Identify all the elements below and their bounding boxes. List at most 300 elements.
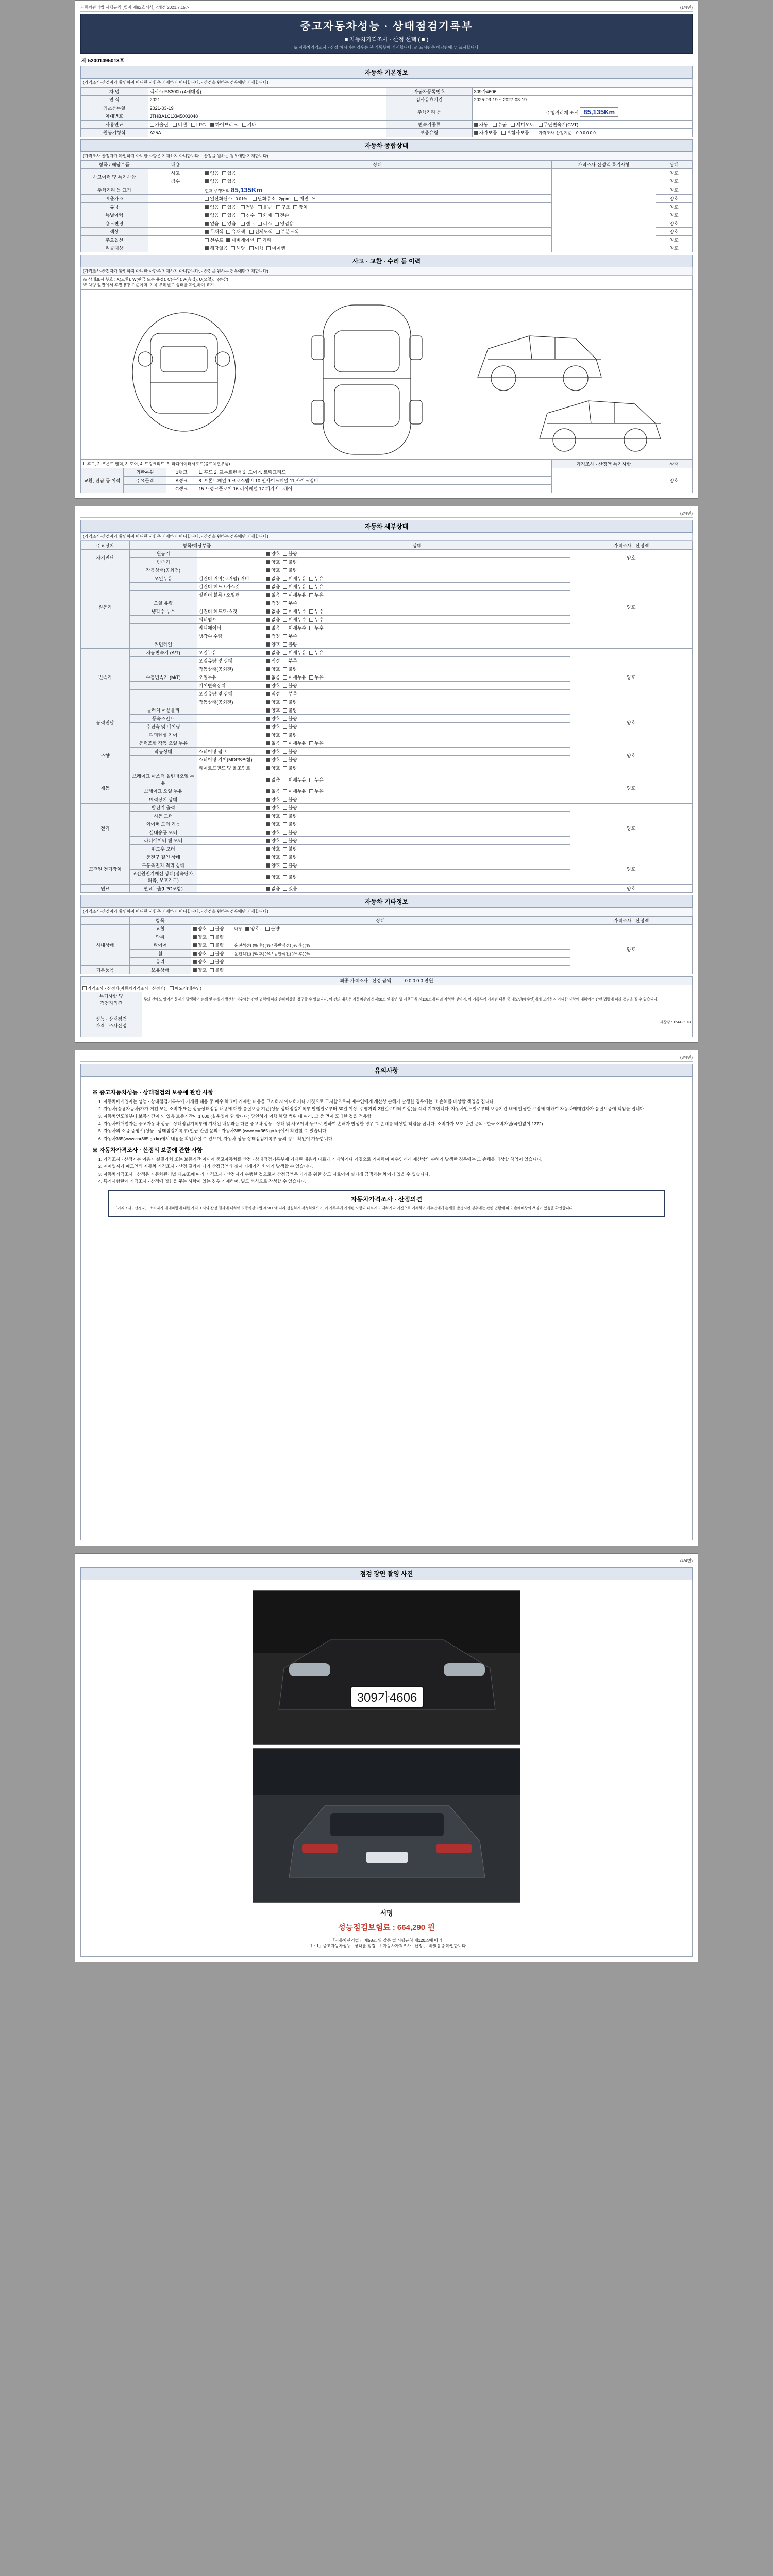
detail-option[interactable]: 미세누유 (283, 583, 306, 590)
overall-opts-4[interactable]: 없음 있음 적법 불법 구조 장치 (203, 203, 552, 211)
detail-option[interactable]: 양호 (266, 845, 280, 852)
detail-option[interactable]: 불량 (283, 715, 297, 722)
mileage-cell (472, 104, 692, 121)
detail-item-label: 브레이크 마스터 실린더오일 누유 (129, 772, 197, 787)
detail-item-options[interactable] (264, 885, 570, 893)
notice-body (80, 1077, 693, 1540)
frame-status-head: 상태 (656, 460, 692, 468)
notice-item-5: 6. 자동차365(www.car365.go.kr)에서 내용을 확인하실 수 있으며, 자동차 성능·상태점검기록부 등의 정보 확인이 가능합니다. (98, 1136, 334, 1141)
detail-item-options[interactable] (264, 599, 570, 607)
etc-option[interactable]: 불량 (210, 967, 224, 973)
accident-legend (80, 276, 693, 290)
table-row (81, 985, 693, 992)
overall-row-label-8: 주요옵션 (81, 236, 148, 244)
frame-row-key-2 (124, 485, 166, 493)
notice-title: 유의사항 (80, 1064, 693, 1077)
overall-sub-5 (148, 211, 203, 219)
etc-option[interactable]: 불량 (210, 942, 224, 948)
detail-item-label: 와이퍼 모터 기능 (129, 820, 197, 828)
detail-item-options[interactable] (264, 845, 570, 853)
detail-item-options[interactable] (264, 772, 570, 787)
detail-option[interactable]: 없음 (266, 591, 280, 598)
detail-option[interactable]: 양호 (266, 829, 280, 836)
basic-value-1: 2021 (148, 96, 386, 104)
detail-item-sub (197, 837, 264, 845)
detail-group-1: 원동기 (81, 566, 130, 649)
detail-item-label: 등속조인트 (129, 715, 197, 723)
detail-option[interactable]: 누유 (309, 649, 323, 656)
detail-option[interactable]: 미세누수 (283, 616, 306, 623)
overall-opts-1[interactable]: 없음 있음 (203, 177, 552, 185)
detail-option[interactable]: 양호 (266, 854, 280, 860)
detail-item-options[interactable] (264, 574, 570, 583)
overall-sub-8 (148, 236, 203, 244)
detail-option[interactable]: 미세누수 (283, 608, 306, 615)
overall-price-note (552, 169, 656, 252)
overall-opts-3[interactable]: 일산화탄소 0.01% 탄화수소 2ppm 매연 % (203, 195, 552, 203)
photo-rear-svg (253, 1749, 520, 1903)
detail-item-options[interactable] (264, 715, 570, 723)
section-detail-title: 자동차 세부상태 (80, 520, 693, 533)
etc-option[interactable]: 불량 (210, 925, 224, 932)
etc-option[interactable]: 양호 (193, 942, 207, 948)
table-row (81, 468, 693, 477)
detail-option[interactable]: 미세누유 (283, 776, 306, 783)
detail-option[interactable]: 누유 (309, 575, 323, 582)
overall-subnote: (가격조사·산정자가 확인하지 아니한 사항은 기재하지 아니합니다. · 산정을 원하는 경우에만 기재합니다) (83, 154, 268, 158)
detail-option[interactable]: 양호 (266, 567, 280, 573)
frame-rank-0: 1랭크 (166, 468, 197, 477)
detail-option[interactable]: 누수 (309, 624, 323, 631)
table-row (81, 1007, 693, 1037)
detail-option[interactable]: 불량 (283, 854, 297, 860)
detail-option[interactable]: 누수 (309, 608, 323, 615)
detail-item-options[interactable] (264, 657, 570, 665)
detail-item-options[interactable] (264, 739, 570, 748)
detail-item-sub: 냉각수 수량 (197, 632, 264, 640)
detail-option[interactable]: 미세누유 (283, 649, 306, 656)
detail-item-sub: 오일누유 (197, 673, 264, 682)
detail-item-options[interactable] (264, 640, 570, 649)
overall-opts-2[interactable]: 현재 주행거리 85,135Km (203, 185, 552, 195)
etc-item-options[interactable] (191, 966, 570, 974)
detail-item-sub (197, 845, 264, 853)
detail-item-sub (197, 772, 264, 787)
detail-group-price: 양호 (570, 566, 692, 649)
detail-item-label: 커먼레일 (129, 640, 197, 649)
detail-item-options[interactable] (264, 764, 570, 772)
inspection-fee: 성능점검보험료 : 664,290 원 (338, 1923, 435, 1932)
detail-item-options[interactable] (264, 731, 570, 739)
etc-option[interactable]: 양호 (193, 967, 207, 973)
detail-item-options[interactable] (264, 583, 570, 591)
warranty-label: 보증유형 (386, 129, 472, 137)
detail-option[interactable]: 양호 (266, 699, 280, 705)
etc-item-options[interactable] (191, 925, 570, 933)
detail-item-sub (197, 723, 264, 731)
detail-item-sub (197, 853, 264, 861)
inspector-sub-2: 가격 · 조사산정 (95, 1023, 127, 1028)
trans-opt-3: 무단변속기(CVT) (543, 122, 579, 127)
detail-option[interactable]: 없음 (266, 583, 280, 590)
guarantee-title: 자동차가격조사 · 산정의견 (350, 1196, 423, 1204)
table-header-row (81, 917, 693, 925)
detail-item-label: 연료누출(LPG포함) (129, 885, 197, 893)
table-row (81, 88, 693, 96)
page-number-4: (4/4면) (680, 1558, 693, 1563)
detail-option[interactable]: 불량 (283, 812, 297, 819)
detail-item-sub (197, 731, 264, 739)
transmission-options[interactable] (472, 121, 692, 129)
frame-items-2: 15.트렁크플로어 16.리어패널 17.패키지트레이 (197, 485, 552, 493)
section-accident-title: 사고 · 교환 · 수리 등 이력 (80, 255, 693, 267)
etc-item-options[interactable] (191, 958, 570, 966)
notice-sec2-title: ※ 자동차가격조사 · 산정의 보증에 관한 사항 (92, 1147, 203, 1154)
fuel-options[interactable] (148, 121, 386, 129)
detail-option[interactable]: 불량 (283, 829, 297, 836)
basic-value2-0: 309가4606 (472, 88, 692, 96)
section-basic-info-title: 자동차 기본정보 (80, 66, 693, 79)
page-header (80, 5, 693, 12)
odometer-digits: 0 0 0 0 0 0 (576, 131, 596, 135)
detail-option[interactable]: 불량 (283, 723, 297, 730)
document-title-note: ※ 자동차가격조사 · 산정 하시려는 경우는 본 기록부에 기재합니다. ※ 표시란은 해당란에 ∨ 표시합니다. (293, 45, 480, 50)
notice-item-2: 3. 자동차인도일부터 보증기간이 되 있음 보증기간이 1,000 (실운영에 환 합니다) 당연히가 이행 해당 범위 내 여러, 그 중 먼저 도래한 것을 적용함. (98, 1113, 373, 1119)
etc-item-options[interactable] (191, 933, 570, 941)
detail-option[interactable]: 불량 (283, 821, 297, 827)
detail-item-label: 충전구 절연 상태 (129, 853, 197, 861)
etc-item-options[interactable] (191, 950, 570, 958)
table-row (81, 706, 693, 715)
notice2-item-3: 4. 특기사항란에 가격조사 · 산정에 영향을 주는 사항이 있는 경우 기재하며, 별도 서식으로 작성할 수 있습니다. (98, 1178, 307, 1184)
detail-option[interactable]: 양호 (266, 796, 280, 803)
detail-option[interactable]: 불량 (283, 748, 297, 755)
etc-item-options[interactable] (191, 941, 570, 950)
detail-option[interactable]: 불량 (283, 641, 297, 648)
etc-col-2: 상태 (191, 917, 570, 925)
detail-option[interactable]: 불량 (283, 732, 297, 738)
transmission-label: 변속기종류 (386, 121, 472, 129)
detail-option[interactable]: 없음 (266, 649, 280, 656)
etc-option[interactable]: 양호 (193, 950, 207, 957)
etc-option[interactable]: 양호 (193, 925, 207, 932)
detail-option[interactable]: 양호 (266, 723, 280, 730)
detail-option[interactable]: 미세누유 (283, 788, 306, 794)
detail-group-3: 동력전달 (81, 706, 130, 739)
detail-group-price: 양호 (570, 550, 692, 566)
detail-option[interactable]: 양호 (266, 682, 280, 689)
detail-item-label: 냉각수 누수 (129, 607, 197, 616)
overall-mileage: 85,135Km (231, 186, 262, 194)
legend-1: 1. 후드 (82, 462, 95, 466)
detail-group-price: 양호 (570, 853, 692, 885)
detail-option[interactable]: 없음 (266, 575, 280, 582)
accident-legend-1: ※ 상태표시 부호 : X(교환), W(판금 또는 용접), C(부식), A(흠집), U(요철), T(손상) (83, 277, 228, 282)
etc-option[interactable]: 양호 (193, 958, 207, 965)
section-etc-title: 자동차 기타정보 (80, 895, 693, 908)
detail-option[interactable]: 미세누유 (283, 591, 306, 598)
basic-label-2: 최초등록일 (81, 104, 148, 112)
legend-3: 3. 도어 (125, 462, 138, 466)
overall-col-3: 상태 (656, 161, 692, 169)
hc-value: 2ppm (278, 197, 289, 201)
detail-item-options[interactable] (264, 861, 570, 870)
detail-option[interactable]: 적정 (266, 690, 280, 697)
detail-item-options[interactable] (264, 756, 570, 764)
detail-item-options[interactable] (264, 706, 570, 715)
frame-row-key-0: 외판부위 (124, 468, 166, 477)
detail-option[interactable]: 불량 (283, 666, 297, 672)
guarantee-box (108, 1190, 665, 1217)
detail-option[interactable]: 미세누유 (283, 575, 306, 582)
detail-option[interactable]: 양호 (266, 837, 280, 844)
detail-item-label (129, 756, 197, 764)
detail-item-sub: 실린더 블록 / 오일팬 (197, 591, 264, 599)
detail-option[interactable]: 불량 (283, 862, 297, 869)
detail-option[interactable]: 양호 (266, 641, 280, 648)
etc-option-2[interactable]: 양호 (245, 925, 259, 932)
detail-option[interactable]: 불량 (283, 699, 297, 705)
detail-item-options[interactable] (264, 820, 570, 828)
detail-item-sub (197, 885, 264, 893)
detail-item-options[interactable] (264, 632, 570, 640)
detail-option[interactable]: 불량 (283, 837, 297, 844)
etc-col-1: 항목 (129, 917, 191, 925)
detail-option[interactable]: 누유 (309, 591, 323, 598)
frame-price-note (552, 468, 656, 493)
overall-opts-8[interactable]: 선루프 내비게이션 기타 (203, 236, 552, 244)
detail-option[interactable]: 양호 (266, 804, 280, 811)
etc-extra-text: 내장 (234, 927, 242, 931)
detail-option[interactable]: 누유 (309, 674, 323, 681)
detail-option[interactable]: 양호 (266, 765, 280, 771)
overall-sub-1: 침수 (148, 177, 203, 185)
notice-item-1: 2. 자동차(승용자동차)가가 거친 모든 소비자 또는 성능상태점검 내용에 대한 품질보증 기간(성능·상태점검기록부 발행일로부터 30일 이상, 주행거리 2천킬로미터 이상)을 각각 기재합니다. 자동차인도일로부터 보증기간 내에 발생한 고장에 대하여 자동차매매업자가 품질보증에 책임을 집니다. (98, 1106, 646, 1112)
table-row (81, 169, 693, 177)
detail-option[interactable]: 부족 (283, 633, 297, 639)
detail-col-3: 가격조사 · 산정액 (570, 541, 692, 550)
remarks-text: 투의 건에도 있어서 문제가 발생하여 손해 및 손실이 발생한 경우에는 관련 법령에 따라 손해배상을 청구할 수 있습니다. 이 건의 내용은 자동차관리법 제58조 및 같은 법 시행규칙 제120조에 따라 작성한 것이며, 이 기록부에 기재된 내용 중 매도인(매수인)에게 고지하지 아니한 사항에 대하여는 관련 법령에 따라 책임을 질 수 있습니다. (142, 992, 692, 1007)
frame-rank-1: A랭크 (166, 477, 197, 485)
detail-group-7: 고전원 전기장치 (81, 853, 130, 885)
table-row (81, 566, 693, 574)
photo-section-title: 점검 장면 촬영 사진 (80, 1567, 693, 1580)
overall-status-2: 양호 (656, 185, 692, 195)
detail-option[interactable]: 없음 (266, 776, 280, 783)
detail-option[interactable]: 누유 (309, 583, 323, 590)
detail-option[interactable]: 없음 (266, 788, 280, 794)
detail-option[interactable]: 불량 (283, 756, 297, 763)
detail-option[interactable]: 불량 (283, 845, 297, 852)
section-basic-info-note (80, 79, 693, 87)
page-number-2: (2/4면) (680, 511, 693, 516)
detail-option[interactable]: 불량 (283, 707, 297, 714)
detail-option[interactable]: 있음 (283, 885, 297, 892)
detail-item-sub (197, 820, 264, 828)
photo-front-svg (253, 1591, 520, 1745)
detail-option[interactable]: 누유 (309, 788, 323, 794)
detail-item-options[interactable] (264, 665, 570, 673)
basic-value-0: 렉서스 ES300h (4세대임) (148, 88, 386, 96)
detail-option[interactable]: 불량 (283, 796, 297, 803)
detail-option[interactable]: 양호 (266, 550, 280, 557)
section-overall-note (80, 152, 693, 160)
overall-status-4: 양호 (656, 203, 692, 211)
detail-item-label: 오일 유량 (129, 599, 197, 607)
detail-item-sub (197, 812, 264, 820)
final-price-digits: 0 0 0 0 0 만원 (405, 978, 433, 984)
detail-option[interactable]: 부족 (283, 600, 297, 606)
warranty-options[interactable] (472, 129, 692, 137)
detail-option[interactable]: 미세누유 (283, 674, 306, 681)
detail-col-2: 상태 (264, 541, 570, 550)
detail-item-options[interactable] (264, 550, 570, 558)
detail-item-options[interactable] (264, 787, 570, 795)
table-row (81, 104, 693, 112)
detail-item-sub: 타이로드엔드 및 볼조인트 (197, 764, 264, 772)
plate-text: 309가4606 (357, 1691, 417, 1705)
detail-option[interactable]: 불량 (283, 558, 297, 565)
detail-item-sub (197, 558, 264, 566)
detail-option[interactable]: 없음 (266, 740, 280, 747)
final-price-checks[interactable] (81, 985, 693, 992)
detail-item-options[interactable] (264, 616, 570, 624)
detail-item-sub: 오일누유 (197, 649, 264, 657)
overall-opts-9[interactable]: 해당없음 해당 이행 미이행 (203, 244, 552, 252)
etc-option[interactable]: 불량 (210, 950, 224, 957)
detail-option[interactable]: 양호 (266, 821, 280, 827)
inspector-signature-area (142, 1007, 692, 1037)
warranty-opt-1: 보험사보증 (506, 130, 529, 135)
detail-item-options[interactable] (264, 837, 570, 845)
detail-option[interactable]: 양호 (266, 812, 280, 819)
detail-item-options[interactable] (264, 698, 570, 706)
detail-item-options[interactable] (264, 853, 570, 861)
trans-opt-0: 자동 (479, 122, 489, 127)
detail-option[interactable]: 양호 (266, 666, 280, 672)
etc-option[interactable]: 불량 (210, 934, 224, 940)
photo-rear (253, 1748, 520, 1903)
detail-option[interactable]: 미세누수 (283, 624, 306, 631)
frame-history-table (80, 460, 693, 493)
detail-item-options[interactable] (264, 748, 570, 756)
detail-option[interactable]: 적정 (266, 657, 280, 664)
etc-option[interactable]: 불량 (210, 958, 224, 965)
detail-item-sub (197, 795, 264, 804)
detail-item-options[interactable] (264, 795, 570, 804)
fuel-opt-3: 하이브리드 (215, 122, 238, 127)
detail-option[interactable]: 양호 (266, 732, 280, 738)
detail-item-options[interactable] (264, 607, 570, 616)
detail-option[interactable]: 불량 (283, 874, 297, 880)
basic-label-3: 차대번호 (81, 112, 148, 121)
overall-opts-7[interactable]: 무채색 유채색 전체도색 부분도색 (203, 228, 552, 236)
detail-item-sub: 실린더 커버(로커암) 커버 (197, 574, 264, 583)
etc-extra-text: 운전석전( )% 후( )% / 동반석전( )% 후( )% (234, 943, 310, 948)
detail-option[interactable]: 양호 (266, 748, 280, 755)
detail-option[interactable]: 불량 (283, 567, 297, 573)
document-subtitle: ■ 자동차가격조사 · 산정 선택 ( ■ ) (344, 37, 429, 43)
detail-option[interactable]: 불량 (283, 804, 297, 811)
detail-item-options[interactable] (264, 649, 570, 657)
detail-item-options[interactable] (264, 682, 570, 690)
detail-option[interactable]: 미세누유 (283, 740, 306, 747)
detail-item-options[interactable] (264, 723, 570, 731)
detail-option[interactable]: 불량 (283, 550, 297, 557)
detail-item-sub (197, 599, 264, 607)
overall-col-2: 가격조사·산정액 특기사항 (552, 161, 656, 169)
detail-item-options[interactable] (264, 558, 570, 566)
page-header-2 (80, 511, 693, 518)
detail-option[interactable]: 적정 (266, 633, 280, 639)
etc-option-2[interactable]: 불량 (265, 925, 279, 932)
overall-col-1: 상태 (203, 161, 552, 169)
overall-row-label-7: 색상 (81, 228, 148, 236)
detail-option[interactable]: 부족 (283, 657, 297, 664)
detail-col-1: 항목/해당부품 (129, 541, 264, 550)
overall-opts-5[interactable]: 없음 있음 침수 화재 전손 (203, 211, 552, 219)
detail-option[interactable]: 적정 (266, 600, 280, 606)
detail-item-options[interactable] (264, 624, 570, 632)
detail-item-label: 클러치 어셈블리 (129, 706, 197, 715)
detail-item-options[interactable] (264, 566, 570, 574)
detail-option[interactable]: 없음 (266, 885, 280, 892)
detail-subnote: (가격조사·산정자가 확인하지 아니한 사항은 기재하지 아니합니다. · 산정을 원하는 경우에만 기재합니다) (83, 534, 268, 539)
overall-status-6: 양호 (656, 219, 692, 228)
detail-group-0: 자기진단 (81, 550, 130, 566)
detail-option[interactable]: 부족 (283, 690, 297, 697)
frame-row-key-1: 주요골격 (124, 477, 166, 485)
detail-option[interactable]: 없음 (266, 674, 280, 681)
detail-option[interactable]: 없음 (266, 624, 280, 631)
detail-item-options[interactable] (264, 690, 570, 698)
detail-option[interactable]: 양호 (266, 756, 280, 763)
etc-option[interactable]: 양호 (193, 934, 207, 940)
detail-option[interactable]: 불량 (283, 682, 297, 689)
detail-option[interactable]: 양호 (266, 862, 280, 869)
etc-item-label: 보유상태 (129, 966, 191, 974)
legend-2: 2. 프론트 휀더 (97, 462, 123, 466)
basic-value2-1: 2025-03-19 ~ 2027-03-19 (472, 96, 692, 104)
detail-option[interactable]: 양호 (266, 715, 280, 722)
overall-opts-0[interactable]: 없음 있음 (203, 169, 552, 177)
detail-option[interactable]: 누유 (309, 740, 323, 747)
frame-note-head: 가격조사 · 산정액 특기사항 (552, 460, 656, 468)
section-accident-note (80, 267, 693, 276)
detail-item-options[interactable] (264, 828, 570, 837)
detail-option[interactable]: 양호 (266, 558, 280, 565)
detail-option[interactable]: 양호 (266, 707, 280, 714)
detail-option[interactable]: 없음 (266, 616, 280, 623)
overall-opts-6[interactable]: 없음 있음 렌트 리스 영업용 (203, 219, 552, 228)
table-row (81, 121, 693, 129)
detail-item-options[interactable] (264, 812, 570, 820)
detail-option[interactable]: 없음 (266, 608, 280, 615)
detail-option[interactable]: 누유 (309, 776, 323, 783)
detail-item-options[interactable] (264, 673, 570, 682)
overall-status-8: 양호 (656, 236, 692, 244)
overall-sub-2 (148, 185, 203, 195)
etc-item-label: 타이어 (129, 941, 191, 950)
detail-item-options[interactable] (264, 591, 570, 599)
detail-option[interactable]: 누수 (309, 616, 323, 623)
detail-item-label (129, 690, 197, 698)
detail-item-options[interactable] (264, 870, 570, 885)
detail-option[interactable]: 양호 (266, 874, 280, 880)
overall-sub-9 (148, 244, 203, 252)
detail-option[interactable]: 불량 (283, 765, 297, 771)
detail-item-options[interactable] (264, 804, 570, 812)
